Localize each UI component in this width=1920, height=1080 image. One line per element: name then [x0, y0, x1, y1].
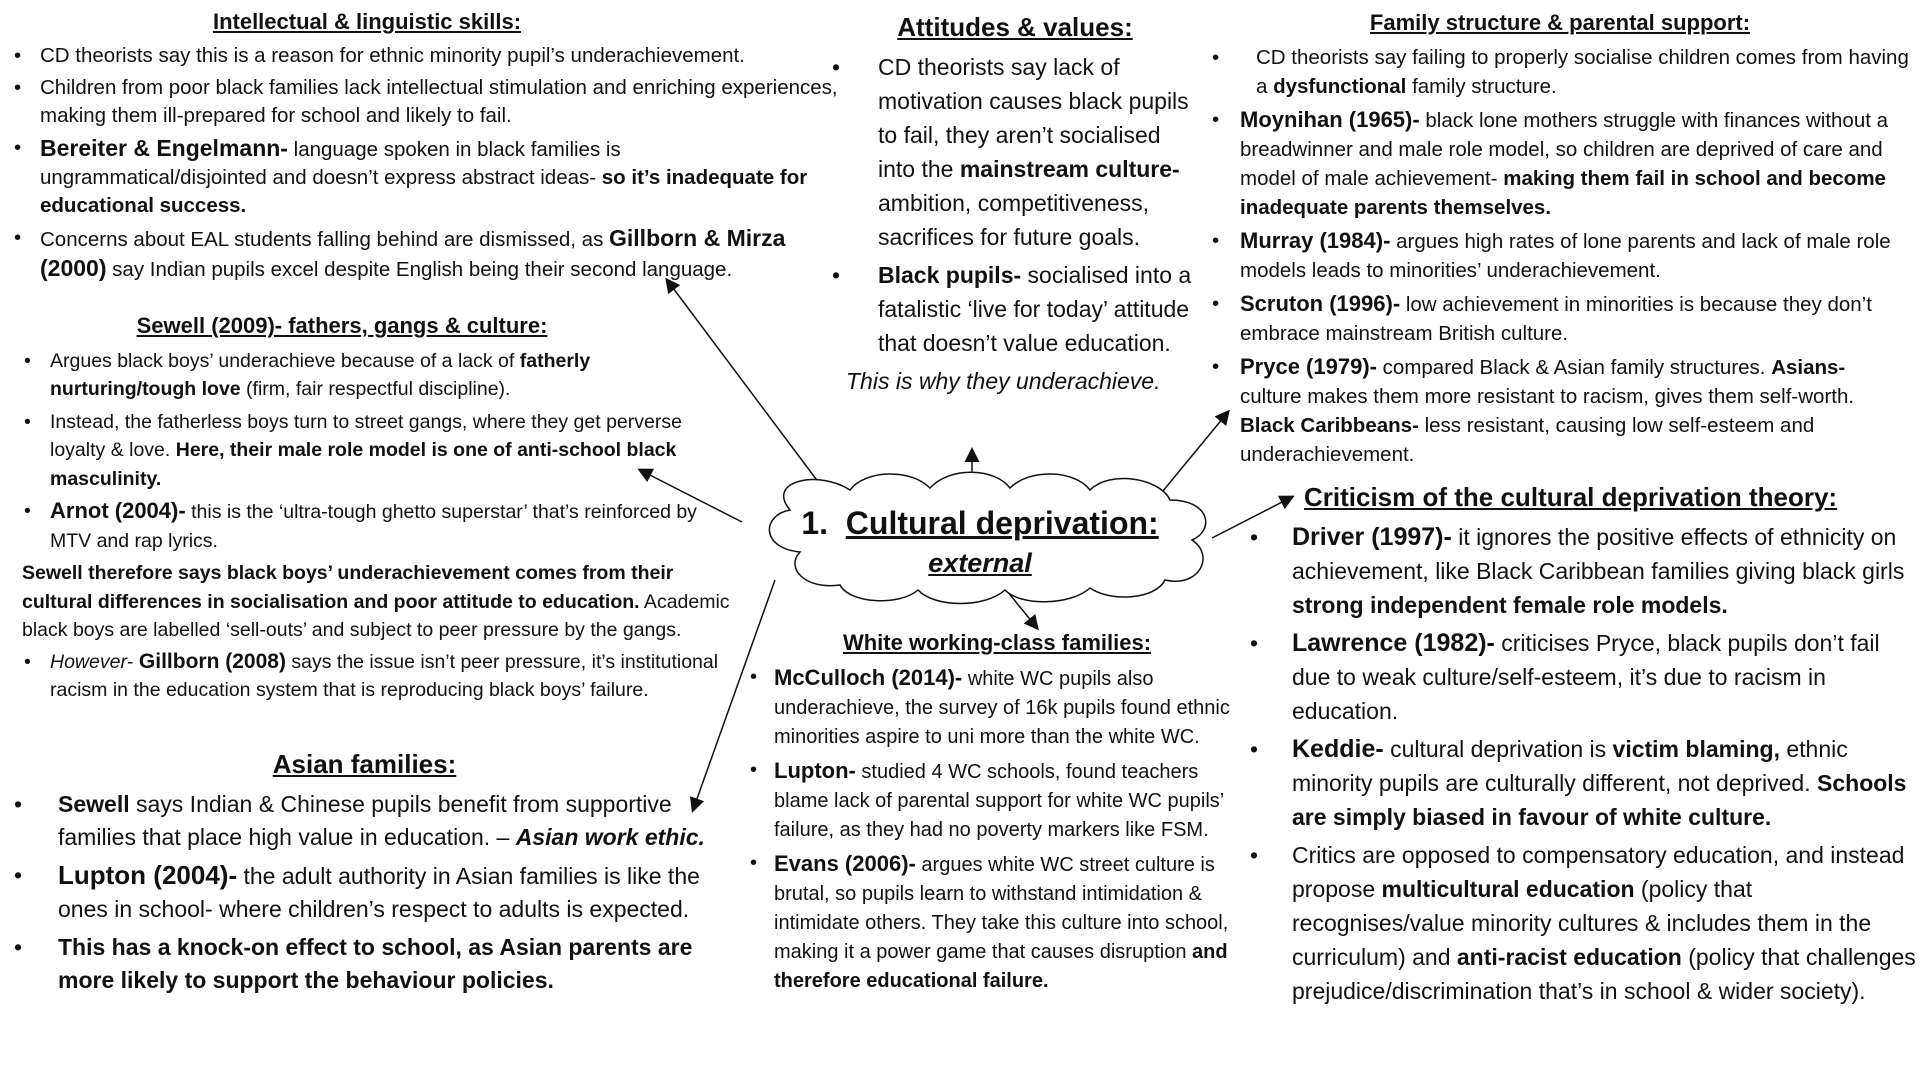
criticism-heading: Criticism of the cultural deprivation theory: [1304, 482, 1838, 512]
list-item: • Critics are opposed to compensatory education, and instead propose multicultural education (policy that recognises/value minority cultures & includes them in the curriculum) and anti-racist education (policy that challenges prejudice/discrimination that’s in school & wider society). [1248, 838, 1916, 1008]
list-item: • Lupton (2004)- the adult authority in Asian families is like the ones in school- where children’s respect to adults is expected. [12, 859, 727, 927]
center-number: 1. [801, 505, 828, 541]
sewell-list [22, 347, 732, 556]
center-node [745, 478, 1215, 593]
list-item: • Keddie- cultural deprivation is victim blaming, ethnic minority pupils are culturally different, not deprived. Schools are simply biased in favour of white culture. [1248, 732, 1916, 834]
list-item: • Instead, the fatherless boys turn to street gangs, where they get perverse loyalty & love. Here, their male role model is one of anti-school black masculinity. [22, 408, 732, 494]
list-item: • Lupton- studied 4 WC schools, found teachers blame lack of parental support for white WC pupils’ failure, as they had no poverty markers like FSM. [748, 756, 1246, 845]
attitudes-panel [830, 10, 1200, 398]
list-item: • Arnot (2004)- this is the ‘ultra-tough ghetto superstar’ that’s reinforced by MTV and rap lyrics. [22, 497, 732, 555]
list-item: • McCulloch (2014)- white WC pupils also underachieve, the survey of 16k pupils found ethnic minorities aspire to uni more than the white WC. [748, 663, 1246, 752]
list-item: • Scruton (1996)- low achievement in minorities is because they don’t embrace mainstream British culture. [1210, 289, 1910, 348]
list-item: • CD theorists say lack of motivation causes black pupils to fail, they aren’t socialised into the mainstream culture- ambition, competitiveness, sacrifices for future goals. [830, 50, 1200, 254]
family-list [1210, 43, 1910, 469]
asian-heading: Asian families: [272, 749, 457, 779]
sewell-panel [22, 312, 732, 709]
white-wc-heading: White working-class families: [842, 630, 1152, 655]
intellectual-list [12, 42, 852, 284]
list-item: • CD theorists say failing to properly socialise children comes from having a dysfunctional family structure. [1210, 43, 1910, 101]
sewell-paragraph: Sewell therefore says black boys’ underachievement comes from their cultural differences in socialisation and poor attitude to education. Academic black boys are labelled ‘sell-outs’ and subject to peer pressure by the gangs. [22, 562, 730, 641]
criticism-list [1248, 520, 1916, 1008]
center-title: Cultural deprivation: [845, 505, 1159, 541]
list-item: • Black pupils- socialised into a fatalistic ‘live for today’ attitude that doesn’t value education. [830, 258, 1200, 360]
list-item: • CD theorists say this is a reason for ethnic minority pupil’s underachievement. [12, 42, 852, 70]
list-item: • Argues black boys’ underachieve because of a lack of fatherly nurturing/tough love (firm, fair respectful discipline). [22, 347, 732, 404]
white-wc-list [748, 663, 1246, 996]
attitudes-tail: This is why they underachieve. [846, 368, 1161, 394]
attitudes-list [830, 50, 1200, 360]
intellectual-panel [12, 8, 852, 288]
list-item: • However- Gillborn (2008) says the issue isn’t peer pressure, it’s institutional racism in the education system that is reproducing black boys’ failure. [22, 648, 732, 705]
list-item: • Bereiter & Engelmann- language spoken in black families is ungrammatical/disjointed and doesn’t express abstract ideas- so it’s inadequate for educational success. [12, 134, 852, 220]
list-item: • Concerns about EAL students falling behind are dismissed, as Gillborn & Mirza (2000) say Indian pupils excel despite English being their second language. [12, 224, 852, 284]
list-item: • Murray (1984)- argues high rates of lone parents and lack of male role models leads to minorities’ underachievement. [1210, 226, 1910, 285]
center-title-line [745, 505, 1215, 542]
list-item: • Children from poor black families lack intellectual stimulation and enriching experiences, making them ill-prepared for school and likely to fail. [12, 74, 852, 130]
sewell-list-2 [22, 648, 732, 705]
list-item: • Driver (1997)- it ignores the positive effects of ethnicity on achievement, like Black Caribbean families giving black girls strong independent female role models. [1248, 520, 1916, 622]
list-item: • Evans (2006)- argues white WC street culture is brutal, so pupils learn to withstand intimidation & intimidate others. They take this culture into school, making it a power game that causes disruption and therefore educational failure. [748, 849, 1246, 996]
list-item: • Lawrence (1982)- criticises Pryce, black pupils don’t fail due to weak culture/self-esteem, it’s due to racism in education. [1248, 626, 1916, 728]
list-item: • This has a knock-on effect to school, as Asian parents are more likely to support the behaviour policies. [12, 931, 727, 998]
list-item: • Moynihan (1965)- black lone mothers struggle with finances without a breadwinner and male role model, so children are deprived of care and model of male achievement- making them fail in school and become inadequate parents themselves. [1210, 105, 1910, 222]
attitudes-heading: Attitudes & values: [897, 12, 1133, 42]
asian-panel [12, 748, 727, 1002]
family-heading: Family structure & parental support: [1369, 10, 1751, 35]
intellectual-heading: Intellectual & linguistic skills: [212, 9, 522, 34]
list-item: • Pryce (1979)- compared Black & Asian family structures. Asians- culture makes them more resistant to racism, gives them self-worth. Black Caribbeans- less resistant, causing low self-esteem and underachievement. [1210, 352, 1910, 469]
family-panel [1210, 8, 1910, 473]
sewell-heading: Sewell (2009)- fathers, gangs & culture: [136, 313, 548, 338]
asian-list [12, 788, 727, 998]
criticism-panel [1248, 480, 1916, 1012]
white-wc-panel [748, 628, 1246, 1000]
list-item: • Sewell says Indian & Chinese pupils benefit from supportive families that place high value in education. – Asian work ethic. [12, 788, 727, 855]
center-subtitle: external [928, 548, 1032, 578]
